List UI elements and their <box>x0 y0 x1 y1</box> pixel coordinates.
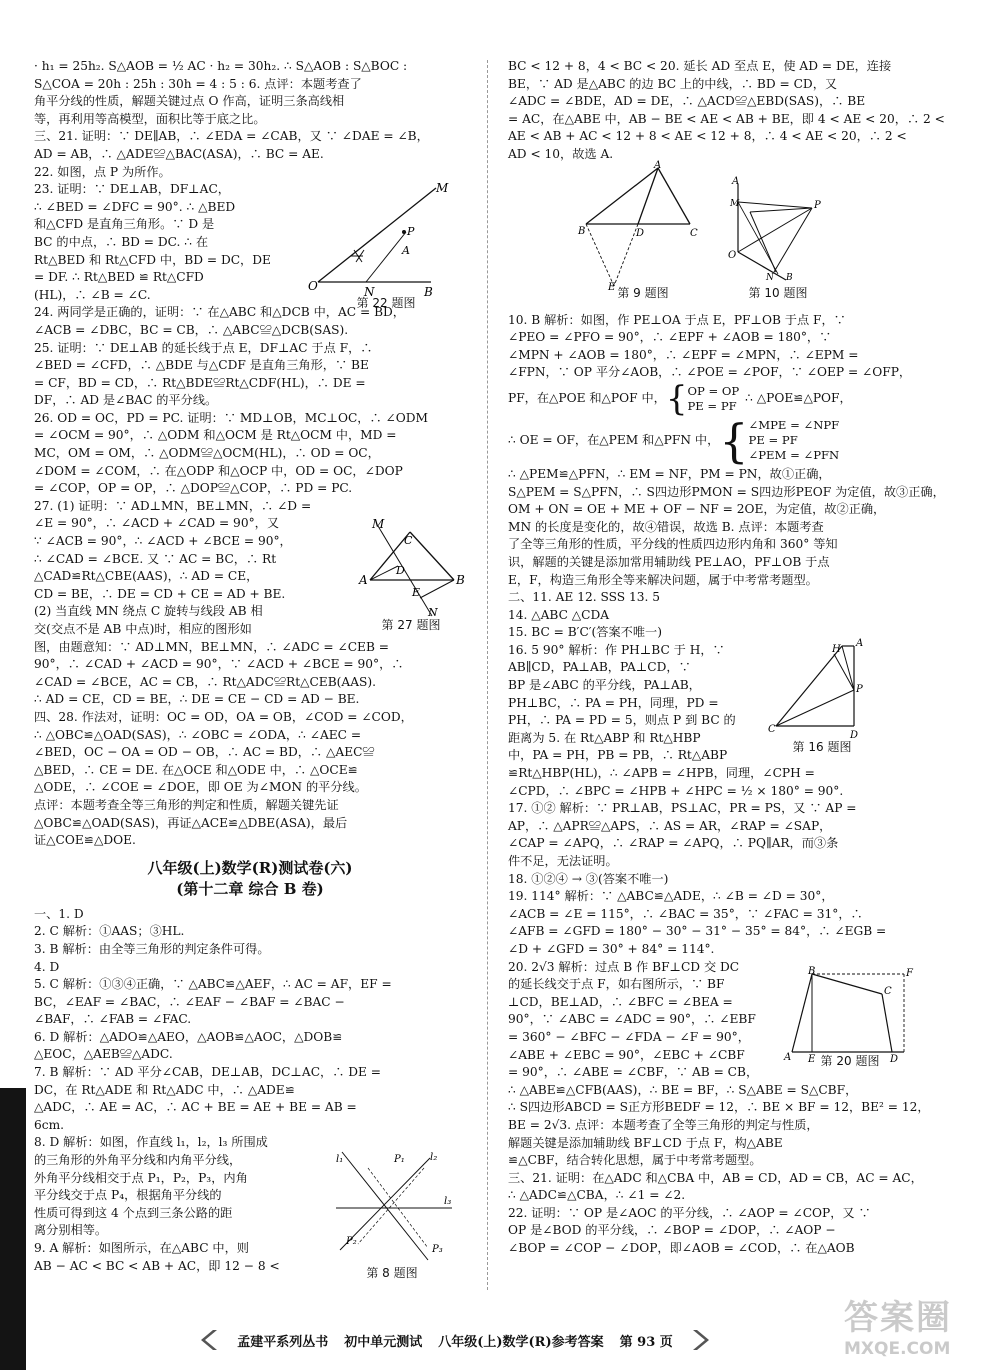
svg-text:P: P <box>407 225 415 238</box>
text-line: 三、21. 证明：∵ DE∥AB，∴ ∠EDA = ∠CAB，又 ∵ ∠DAE = ∠B， <box>34 129 429 144</box>
text-line: 22. 证明：∵ OP 是∠AOC 的平分线，∴ ∠AOP = ∠COP，又 ∵ <box>508 1205 871 1220</box>
text-line: 90°，∵ ∠ABC = ∠ADC = 90°，∴ ∠EBF <box>508 1012 756 1027</box>
svg-text:O: O <box>728 250 737 261</box>
text-line: = 90°，∴ ∠ABE = ∠CBF，∵ AB = CB， <box>508 1065 759 1080</box>
text-line: ∠DOM = ∠COM，∴ 在△ODP 和△OCP 中，OD = OC，∠DOP <box>34 463 403 478</box>
brace2-row-2: PE = PF <box>748 433 798 448</box>
text-line: 2. C 解析：①AAS；③HL. <box>34 924 185 939</box>
brace-symbol: { <box>719 413 749 468</box>
text-line: CD = BE，∴ DE = CD + CE = AD + BE. <box>34 586 286 601</box>
brace1-row-2: PE = PF <box>687 398 737 413</box>
text-line: ∴ AD = CE，CD = BE，∴ DE = CE − CD = AD − BE. <box>34 692 360 707</box>
text-line: ∠ACB = ∠E = 115°，∴ ∠BAC = 35°，∵ ∠FAC = 31°，∴ <box>508 906 863 921</box>
svg-text:A: A <box>732 176 740 187</box>
text-line: 件不足，无法证明。 <box>508 854 618 868</box>
text-line: 27. (1) 证明：∵ AD⊥MN，BE⊥MN，∴ ∠D = <box>34 498 312 513</box>
text-line: 等，再利用等高模型，面积比等于底之比。 <box>34 111 266 126</box>
svg-text:D: D <box>850 730 859 741</box>
svg-text:C: C <box>404 534 413 547</box>
text-line: △ADC，∴ AE = AC，∴ AC + BE = AE + BE = AB = <box>34 1100 357 1115</box>
text-line: 解题关键是添加辅助线 BF⊥CD 于点 F，构△ABE <box>508 1135 783 1150</box>
text-line: AD = AB，∴ △ADE≌△BAC(ASA)，∴ BC = AE. <box>34 146 324 161</box>
svg-text:P₂: P₂ <box>346 1236 357 1247</box>
text-line: PH⊥BC，∴ PA = PH，同理，PD = <box>508 695 719 710</box>
text-line: DF，∴ AD 是∠BAC 的平分线。 <box>34 393 218 408</box>
brace-symbol: { <box>665 378 688 419</box>
svg-text:P₁: P₁ <box>394 1154 405 1165</box>
text-line: OM + ON = OE + ME + OF − NF = 2OE，为定值，故②正确， <box>508 502 886 517</box>
svg-text:B: B <box>456 573 465 587</box>
figure-20-caption: 第 20 题图 <box>820 1054 880 1068</box>
text-line: 14. △ABC △CDA <box>508 607 610 622</box>
svg-text:C: C <box>768 724 776 735</box>
svg-text:E: E <box>608 282 616 293</box>
text-line: 和△CFD 是直角三角形。∵ D 是 <box>34 217 215 232</box>
svg-text:C: C <box>884 986 892 997</box>
text-line: ∠MPN + ∠AOB = 180°，∴ ∠EPF = ∠MPN，∴ ∠EPM = <box>508 347 859 362</box>
svg-text:B: B <box>786 273 793 283</box>
svg-text:M: M <box>436 181 449 195</box>
text-line: E，F，构造三角形全等来解决问题，属于中考常考题型。 <box>508 572 818 587</box>
text-line: 24. 两同学是正确的，证明：∵ 在△ABC 和△DCB 中，AC = BD， <box>34 305 405 320</box>
text-line: MC，OM = OM，∴ △ODM≌△OCM(HL)，∴ OD = OC， <box>34 446 380 461</box>
text-line: ∠PEO = ∠PFO = 90°，∴ ∠EPF + ∠AOB = 180°，∵ <box>508 330 832 345</box>
text-line: △BED，∴ CE = DE. 在△OCE 和△ODE 中，∴ △OCE≌ <box>34 762 358 777</box>
figure-27-caption: 第 27 题图 <box>381 618 441 632</box>
text-line: ∠CAP = ∠APQ，∴ ∠RAP = ∠APQ，∴ PQ∥AR，而③条 <box>508 836 839 851</box>
text-line: = AC，在△ABE 中，AB − BE < AE < AB + BE，即 4 < AE < 20，∴ 2 < <box>508 111 945 126</box>
svg-text:l₃: l₃ <box>444 1196 452 1207</box>
text-line: 性质可得到这 4 个点到三条公路的距 <box>34 1205 233 1220</box>
text-line: ∴ △ABE≌△CFB(AAS)，∴ BE = BF，∴ S△ABE = S△CBF， <box>508 1082 858 1097</box>
text-line: ∵ ∠ACB = 90°，∴ ∠ACD + ∠BCE = 90°， <box>34 534 292 549</box>
text-line: 26. OD = OC，PD = PC. 证明：∵ MD⊥OB，MC⊥OC，∴ ∠ODM <box>34 410 429 425</box>
svg-text:A: A <box>654 160 662 171</box>
text-line: 22. 如图，点 P 为所作。 <box>34 164 171 179</box>
svg-text:O: O <box>308 279 318 293</box>
text-line: △EOC，△AEB≌△ADC. <box>34 1047 173 1062</box>
text-line: 9. A 解析：如图所示，在△ABC 中，则 <box>34 1241 249 1255</box>
brace1-row-1: OP = OP <box>687 383 740 398</box>
text-line: BE = 2√3. 点评：本题考查了全等三角形的判定与性质， <box>508 1117 819 1132</box>
text-line: BP 是∠ABC 的平分线，PA⊥AB， <box>508 678 701 693</box>
footer-series: 孟建平系列丛书 <box>237 1334 329 1350</box>
text-line: 角平分线的性质，解题关键过点 O 作高，证明三条高线相 <box>34 94 345 109</box>
brace1-lead: PF，在△POE 和△POF 中， <box>508 391 666 406</box>
text-line: ∠ABE + ∠EBC = 90°，∠EBC + ∠CBF <box>508 1047 745 1062</box>
text-line: 的延长线交于点 F，如右图所示，∵ BF <box>508 977 725 992</box>
figure-16 <box>768 638 876 755</box>
figure-8-caption: 第 8 题图 <box>366 1266 418 1280</box>
figure-9 <box>578 162 708 301</box>
svg-text:H: H <box>832 644 841 655</box>
svg-text:l₂: l₂ <box>430 1152 438 1163</box>
column-divider <box>487 60 488 1290</box>
svg-text:B: B <box>578 226 586 237</box>
text-line: 距离为 5. 在 Rt△ABP 和 Rt△HBP <box>508 730 701 745</box>
text-line: ∠AFB = ∠GFD = 180° − 30° − 31° − 35° = 84°，∴ ∠EGB = <box>508 924 887 939</box>
svg-text:M: M <box>372 517 385 531</box>
text-line: PH，∴ PA = PD = 5，则点 P 到 BC 的 <box>508 713 736 728</box>
text-line: 5. C 解析：①③④正确，∵ △ABC≌△AEF，∴ AC = AF，EF = <box>34 977 392 992</box>
text-line: △ODE，∴ ∠COE = ∠DOE，即 OE 为∠MON 的平分线。 <box>34 780 367 795</box>
text-line: 23. 证明：∵ DE⊥AB，DF⊥AC， <box>34 182 230 197</box>
svg-text:A: A <box>784 1052 792 1063</box>
text-line: ∠BED = ∠CFD，∴ △BDE 与△CDF 是直角三角形，∵ BE <box>34 358 369 373</box>
watermark-logo: 答案圈 MXQE.COM <box>844 1298 952 1359</box>
text-line: ∠CPD，∴ ∠BPC = ∠HPB + ∠HPC = ½ × 180° = 90°. <box>508 783 844 798</box>
text-line: AB − AC < BC < AB + AC，即 12 − 8 < <box>34 1258 280 1273</box>
text-line: 图，由题意知：∵ AD⊥MN，BE⊥MN，∴ ∠ADC = ∠CEB = <box>34 639 389 654</box>
brace-line-2 <box>508 413 964 468</box>
text-line: (HL)，∴ ∠B = ∠C. <box>34 287 151 302</box>
text-line: ∠E = 90°，∴ ∠ACD + ∠CAD = 90°，又 <box>34 516 280 531</box>
text-line: 19. 114° 解析：∵ △ABC≌△ADE，∴ ∠B = ∠D = 30°， <box>508 889 834 904</box>
svg-text:E: E <box>412 586 421 599</box>
svg-text:A: A <box>402 244 410 257</box>
text-line: 离分别相等。 <box>34 1223 108 1238</box>
text-line: 了全等三角形的性质，平分线的性质四边形内角和 360° 等知 <box>508 537 838 552</box>
scan-edge-bar <box>0 1088 26 1370</box>
svg-text:A: A <box>856 638 864 649</box>
figure-9-caption: 第 9 题图 <box>617 286 669 300</box>
test-title-main: 八年级(上)数学(R)测试卷(六) <box>147 858 353 877</box>
text-line: ∴ ∠CAD = ∠BCE. 又 ∵ AC = BC，∴ Rt <box>34 551 277 566</box>
text-line: △CAD≌Rt△CBE(AAS)，∴ AD = CE， <box>34 569 259 584</box>
text-line: 平分线交于点 P₄，根据角平分线的 <box>34 1188 222 1203</box>
text-line: ∴ △PEM≌△PFN，∴ EM = NF，PM = PN，故①正确， <box>508 466 831 481</box>
text-line: Rt△BED 和 Rt△CFD 中，BD = DC，DE <box>34 252 271 267</box>
text-line: ∠ACB = ∠DBC，BC = CB，∴ △ABC≌△DCB(SAS). <box>34 322 349 337</box>
text-line: 证△COE≌△DOE. <box>34 833 136 848</box>
text-line: 8. D 解析：如图，作直线 l₁，l₂，l₃ 所围成 <box>34 1135 268 1150</box>
text-line: ∴ S四边形ABCD = S正方形BEDF = 12，∴ BE × BF = 12，BE² = 12， <box>508 1100 930 1115</box>
text-line: 四、28. 作法对，证明：OC = OD，OA = OB，∠COD = ∠COD， <box>34 709 413 724</box>
text-line: 的三角形的外角平分线和内角平分线， <box>34 1153 242 1168</box>
text-line: ∠CAD = ∠BCE，AC = CB，∴ Rt△ADC≌Rt△CEB(AAS). <box>34 674 376 689</box>
svg-text:D: D <box>890 1054 899 1065</box>
brace2-row-1: ∠MPE = ∠NPF <box>748 418 840 433</box>
figure-10 <box>728 176 828 301</box>
text-line: 16. 5 90° 解析：作 PH⊥BC 于 H，∵ <box>508 642 725 657</box>
text-line: AE < AB + AC < 12 + 8 < AE < 12 + 8，∴ 4 < AE < 20，∴ 2 < <box>508 129 907 144</box>
text-line: 二、11. AE 12. SSS 13. 5 <box>508 590 660 605</box>
text-line: S△COA = 20h : 25h : 30h = 4 : 5 : 6. 点评：本题考查了 <box>34 76 362 91</box>
svg-text:P: P <box>814 200 821 211</box>
text-line: 3. B 解析：由全等三角形的判定条件可得。 <box>34 941 270 956</box>
text-line: AP，∴ △APR≌△APS，∴ AS = AR，∠RAP = ∠SAP， <box>508 818 832 833</box>
text-line: 6. D 解析：△ADO≌△AEO，△AOB≌△AOC，△DOB≌ <box>34 1029 343 1044</box>
svg-text:M: M <box>730 199 740 209</box>
text-line: ∠FPN，∵ OP 平分∠AOB，∴ ∠POE = ∠POF，∵ ∠OEP = ∠OFP， <box>508 365 912 380</box>
text-line: 一、1. D <box>34 906 84 921</box>
text-line: ∴ △ADC≌△CBA，∴ ∠1 = ∠2. <box>508 1188 686 1203</box>
text-line: AB∥CD，PA⊥AB，PA⊥CD，∵ <box>508 660 691 675</box>
text-line: AD < 10，故选 A. <box>508 146 614 161</box>
figure-8 <box>328 1148 456 1281</box>
text-line: ⊥CD，BE⊥AD，∴ ∠BFC = ∠BEA = <box>508 994 733 1009</box>
left-chevron-icon <box>195 1328 221 1352</box>
svg-text:E: E <box>808 1054 816 1065</box>
text-line: S△PEM = S△PFN，∴ S四边形PMON = S四边形PEOF 为定值，故③正确， <box>508 484 945 499</box>
text-line: 交(交点不是 AB 中点)时，相应的图形如 <box>34 622 252 636</box>
footer-book: 初中单元测试 <box>344 1334 423 1350</box>
footer-page: 第 93 页 <box>619 1334 673 1350</box>
text-line: (2) 当直线 MN 绕点 C 旋转与线段 AB 相 <box>34 604 263 619</box>
footer-subject: 八年级(上)数学(R)参考答案 <box>438 1334 604 1350</box>
test-title <box>34 858 466 900</box>
svg-text:F: F <box>906 968 913 979</box>
text-line: = 360° − ∠BFC − ∠FDA − ∠F = 90°， <box>508 1029 750 1044</box>
text-line: ∠BAF，∴ ∠FAB = ∠FAC. <box>34 1012 192 1027</box>
text-line: 6cm. <box>34 1117 65 1132</box>
figure-10-caption: 第 10 题图 <box>748 286 808 300</box>
text-line: ≌Rt△HBP(HL)，∴ ∠APB = ∠HPB，同理，∠CPH = <box>508 766 815 781</box>
figure-22 <box>306 180 466 311</box>
text-line: 17. ①② 解析：∵ PR⊥AB，PS⊥AC，PR = PS，又 ∵ AP = <box>508 801 857 816</box>
svg-text:A: A <box>359 573 368 587</box>
figure-16-caption: 第 16 题图 <box>792 740 852 754</box>
text-line: OP 是∠BOD 的平分线，∴ ∠BOP = ∠DOP，∴ ∠AOP − <box>508 1223 836 1238</box>
brace-line-1 <box>508 378 964 419</box>
text-line: = ∠OCM = 90°，∴ △ODM 和△OCM 是 Rt△OCM 中，MD = <box>34 428 397 443</box>
text-line: 90°，∴ ∠CAD + ∠ACD = 90°，∵ ∠ACD + ∠BCE = 90°，∴ <box>34 657 404 672</box>
text-line: = ∠COP，OP = OP，∴ △DOP≌△COP，∴ PD = PC. <box>34 481 353 496</box>
text-line: = CF，BD = CD，∴ Rt△BDE≌Rt△CDF(HL)，∴ DE = <box>34 375 366 390</box>
text-line: BC，∠EAF = ∠BAC，∴ ∠EAF − ∠BAF = ∠BAC − <box>34 994 345 1009</box>
text-line: △OBC≌△OAD(SAS)，再证△ACE≌△DBE(ASA)，最后 <box>34 815 348 830</box>
text-line: MN 的长度是变化的，故④错误，故选 B. 点评：本题考查 <box>508 519 824 534</box>
svg-text:N: N <box>364 285 375 299</box>
text-line: ∠BOP = ∠COP − ∠DOP，即∠AOB = ∠COD，∴ 在△AOB <box>508 1241 855 1256</box>
figure-27 <box>356 518 466 633</box>
text-line: · h₁ = 25h₂. S△AOB = ½ AC · h₂ = 30h₂. ∴ S△AOB : S△BOC : <box>34 59 408 73</box>
svg-text:D: D <box>636 228 645 239</box>
text-line: BC < 12 + 8，4 < BC < 20. 延长 AD 至点 E，使 AD = DE，连接 <box>508 59 892 73</box>
brace2-row-3: ∠PEM = ∠PFN <box>748 448 840 463</box>
svg-text:P: P <box>856 684 863 695</box>
brace2-lead: ∴ OE = OF，在△PEM 和△PFN 中， <box>508 433 720 448</box>
svg-text:l₁: l₁ <box>336 1154 344 1165</box>
test-title-sub: (第十二章 综合 B 卷) <box>176 879 324 898</box>
right-chevron-icon <box>689 1328 715 1352</box>
svg-text:N: N <box>766 273 774 283</box>
text-line: DC，在 Rt△ADE 和 Rt△ADC 中，∴ △ADE≌ <box>34 1082 295 1097</box>
text-line: 7. B 解析：∵ AD 平分∠CAB，DE⊥AB，DC⊥AC，∴ DE = <box>34 1065 382 1080</box>
svg-text:P₃: P₃ <box>432 1244 443 1255</box>
text-line: ∴ ∠BED = ∠DFC = 90°. ∴ △BED <box>34 199 236 214</box>
text-line: BC 的中点，∴ BD = DC. ∴ 在 <box>34 234 209 249</box>
svg-text:N: N <box>428 606 438 619</box>
text-line: = DF. ∴ Rt△BED ≌ Rt△CFD <box>34 270 204 285</box>
text-line: 中，PA = PH，PB = PB，∴ Rt△ABP <box>508 748 728 763</box>
brace1-tail: ∴ △POE≌△POF， <box>745 391 852 406</box>
text-line: 外角平分线相交于点 P₁，P₂，P₃，内角 <box>34 1170 248 1185</box>
page-footer <box>170 1328 740 1352</box>
svg-text:B: B <box>808 966 816 977</box>
text-line: 15. BC = B′C′(答案不唯一) <box>508 625 662 640</box>
text-line: 18. ①②④ → ③(答案不唯一) <box>508 871 669 886</box>
text-line: ∠ADC = ∠BDE，AD = DE，∴ △ACD≌△EBD(SAS)，∴ BE <box>508 94 866 109</box>
figure-22-caption: 第 22 题图 <box>356 296 416 310</box>
svg-text:C: C <box>690 228 698 239</box>
svg-text:B: B <box>424 285 433 299</box>
text-line: ∠D + ∠GFD = 30° + 84° = 114°. <box>508 941 715 956</box>
text-line: BE，∵ AD 是△ABC 的边 BC 上的中线，∴ BD = CD，又 <box>508 76 838 91</box>
text-line: ≌△CBF，结合转化思想，属于中考常考题型。 <box>508 1153 762 1168</box>
text-line: 三、21. 证明：在△ADC 和△CBA 中，AB = CD，AD = CB，AC = AC， <box>508 1170 923 1185</box>
text-line: 10. B 解析：如图，作 PE⊥OA 于点 E，PF⊥OB 于点 F，∵ <box>508 312 846 327</box>
svg-text:D: D <box>396 564 405 577</box>
text-line: 4. D <box>34 959 60 974</box>
text-line: 20. 2√3 解析：过点 B 作 BF⊥CD 交 DC <box>508 959 740 974</box>
text-line: ∴ △OBC≌△OAD(SAS)，∴ ∠OBC = ∠ODA，∴ ∠AEC = <box>34 727 362 742</box>
figure-20 <box>784 966 916 1069</box>
text-line: 25. 证明：∵ DE⊥AB 的延长线于点 E，DF⊥AC 于点 F，∴ <box>34 340 373 355</box>
text-line: ∠BED，OC − OA = OD − OB，∴ AC = BD，∴ △AEC≌ <box>34 745 375 760</box>
text-line: 识，解题的关键是添加常用辅助线 PE⊥AO，PF⊥OB 于点 <box>508 554 830 569</box>
text-line: 点评：本题考查全等三角形的判定和性质，解题关键先证 <box>34 797 339 812</box>
